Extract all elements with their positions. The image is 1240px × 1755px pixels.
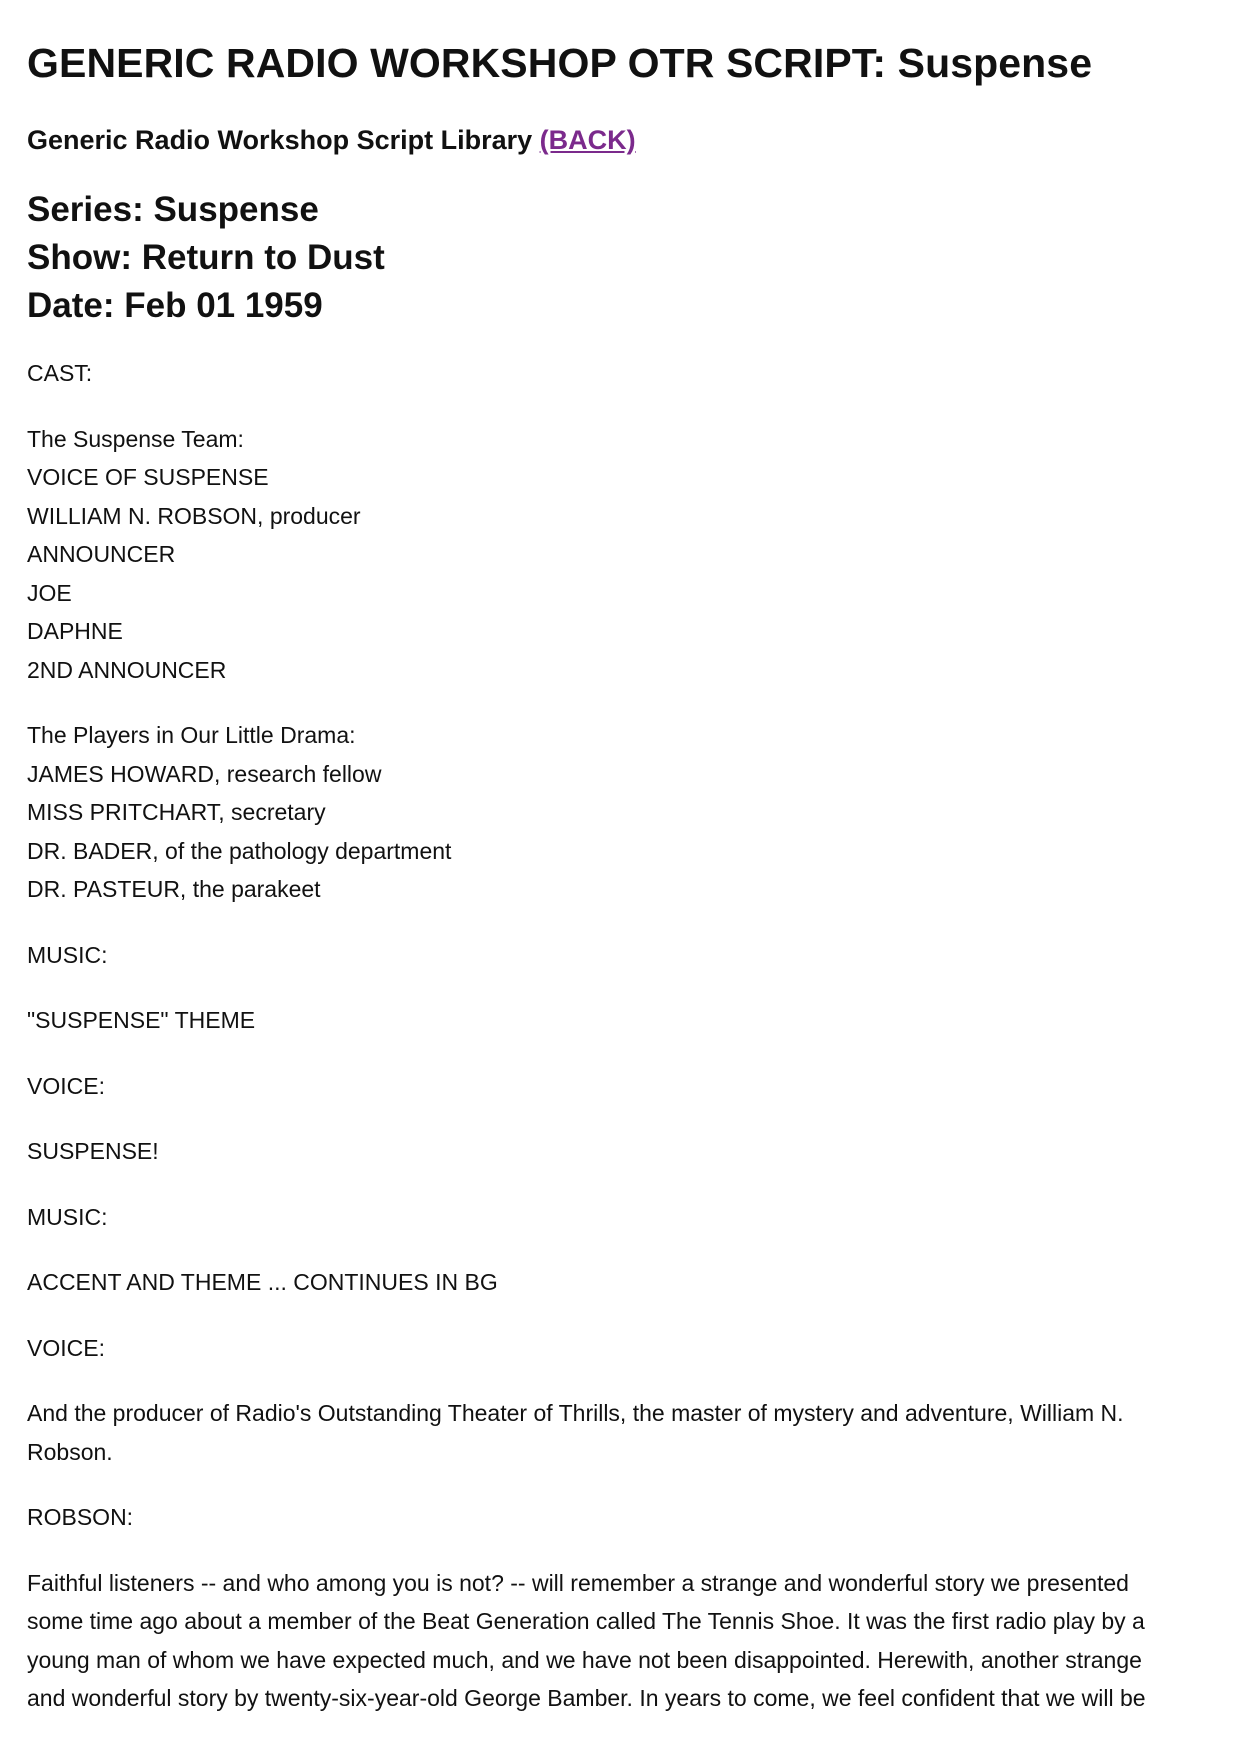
date-line: Date: Feb 01 1959	[27, 286, 323, 326]
cast-label-block	[27, 354, 1180, 393]
script-cue: MUSIC:	[27, 941, 108, 968]
script-cue: ROBSON:	[27, 1504, 134, 1531]
players-block	[27, 716, 1180, 909]
library-label: Generic Radio Workshop Script Library	[27, 125, 533, 156]
show-meta	[27, 186, 1180, 330]
script-cue: VOICE:	[27, 1072, 105, 1099]
page-title: GENERIC RADIO WORKSHOP OTR SCRIPT: Suspense	[27, 40, 1093, 86]
cast-member: MISS PRITCHART, secretary	[27, 799, 326, 826]
script-line: ACCENT AND THEME ... CONTINUES IN BG	[27, 1269, 498, 1296]
cast-member: 2ND ANNOUNCER	[27, 656, 227, 683]
script-line: Faithful listeners -- and who among you is not? -- will remember a strange and wonderful story we presented some time ago about a member of the Beat Generation called The Tennis Shoe. It was the first radio play by a young man of whom we have expected much, and we have not been disappointed. Herewith, another strange and wonderful story by twenty-six-year-old George Bamber. In years to come, we feel confident that we will be	[27, 1569, 1146, 1712]
cast-member: ANNOUNCER	[27, 541, 176, 568]
script-cue: VOICE:	[27, 1334, 105, 1361]
suspense-team-block	[27, 420, 1180, 690]
script-line: SUSPENSE!	[27, 1138, 159, 1165]
cast-member: DR. BADER, of the pathology department	[27, 837, 452, 864]
cast-member: JAMES HOWARD, research fellow	[27, 760, 382, 787]
series-line: Series: Suspense	[27, 190, 319, 230]
cast-member: DR. PASTEUR, the parakeet	[27, 876, 321, 903]
cast-member: DAPHNE	[27, 618, 123, 645]
players-heading: The Players in Our Little Drama:	[27, 722, 356, 749]
show-line: Show: Return to Dust	[27, 238, 385, 278]
script-line: "SUSPENSE" THEME	[27, 1007, 256, 1034]
script-cue: MUSIC:	[27, 1203, 108, 1230]
cast-member: VOICE OF SUSPENSE	[27, 464, 269, 491]
cast-label: CAST:	[27, 360, 93, 387]
team-heading: The Suspense Team:	[27, 425, 244, 452]
script-line: And the producer of Radio's Outstanding Theater of Thrills, the master of mystery and adventure, William N. Robson.	[27, 1400, 1124, 1465]
cast-member: WILLIAM N. ROBSON, producer	[27, 502, 361, 529]
cast-member: JOE	[27, 579, 72, 606]
library-line	[27, 122, 1180, 160]
back-link[interactable]: (BACK)	[539, 125, 636, 156]
